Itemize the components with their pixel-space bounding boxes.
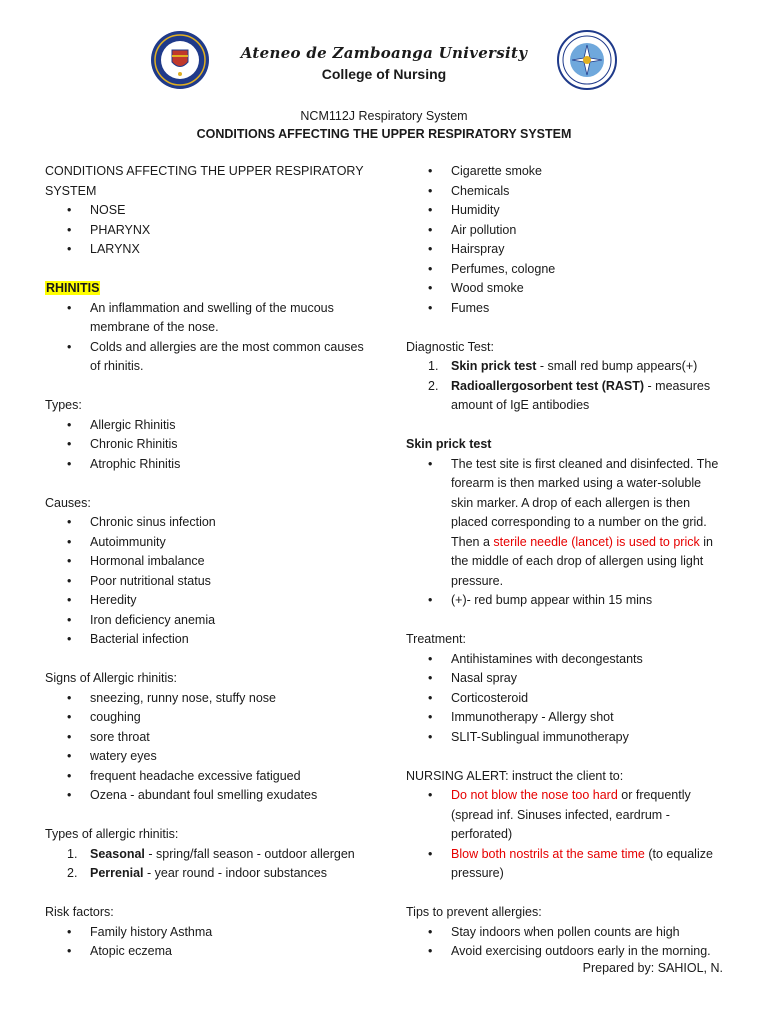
treatment-heading: Treatment:: [406, 632, 466, 646]
list-item: • Fumes: [406, 299, 726, 319]
list-item: • Avoid exercising outdoors early in the morning.: [406, 942, 726, 962]
list-item: • An inflammation and swelling of the mucous membrane of the nose.: [45, 299, 375, 338]
list-item: • Blow both nostrils at the same time (to equalize pressure): [406, 845, 726, 884]
list-item: • LARYNX: [45, 240, 375, 260]
risk-continued-list: [406, 162, 726, 318]
right-column: [406, 162, 726, 962]
list-item: 2. Radioallergosorbent test (RAST) - measures amount of IgE antibodies: [428, 378, 711, 412]
list-item: 1. Skin prick test - small red bump appears(+): [428, 359, 698, 373]
list-item: • Heredity: [45, 591, 375, 611]
term: Radioallergosorbent test (RAST): [451, 378, 645, 393]
causes-heading: Causes:: [45, 495, 91, 510]
intro-list: [45, 201, 375, 260]
left-column: [45, 162, 375, 962]
list-item: • PHARYNX: [45, 221, 375, 241]
red-text: sterile needle (lancet) is used to prick: [493, 534, 700, 549]
list-item: • Chemicals: [406, 182, 726, 202]
list-item: • sore throat: [45, 728, 375, 748]
diag-heading: Diagnostic Test:: [406, 339, 495, 354]
risk-list: [45, 923, 375, 962]
term: Perrenial: [90, 866, 144, 880]
list-item: • Autoimmunity: [45, 533, 375, 553]
list-item: • (+)- red bump appear within 15 mins: [406, 591, 726, 611]
rhinitis-heading: RHINITIS: [46, 281, 100, 295]
list-item: • Atrophic Rhinitis: [45, 455, 375, 475]
list-item: 2. Perrenial - year round - indoor substances: [67, 866, 327, 880]
list-item: • Iron deficiency anemia: [45, 611, 375, 631]
list-item: • sneezing, runny nose, stuffy nose: [45, 689, 375, 709]
term: Seasonal: [90, 846, 145, 861]
list-item: • frequent headache excessive fatigued: [45, 767, 375, 787]
list-item: • Chronic Rhinitis: [45, 435, 375, 455]
document-title: CONDITIONS AFFECTING THE UPPER RESPIRATORY SYSTEM: [196, 127, 572, 141]
causes-list: [45, 513, 375, 650]
list-item: • Nasal spray: [406, 669, 726, 689]
list-item: • SLIT-Sublingual immunotherapy: [406, 728, 726, 748]
tips-heading: Tips to prevent allergies:: [406, 905, 542, 919]
university-name: Ateneo de Zamboanga University: [240, 44, 528, 62]
types-allergic-list: [45, 845, 375, 884]
risk-heading: Risk factors:: [45, 905, 114, 919]
college-name: College of Nursing: [321, 66, 447, 82]
document-header: [0, 44, 768, 82]
list-item: • Cigarette smoke: [406, 162, 726, 182]
list-item: • Atopic eczema: [45, 942, 375, 962]
term: Skin prick test: [451, 359, 537, 373]
signs-list: [45, 689, 375, 806]
list-item: • watery eyes: [45, 747, 375, 767]
list-item: • Antihistamines with decongestants: [406, 650, 726, 670]
list-item: • Do not blow the nose too hard or frequently (spread inf. Sinuses infected, eardrum - perforated): [406, 786, 726, 845]
types-list: [45, 416, 375, 475]
types-allergic-heading: Types of allergic rhinitis:: [45, 827, 179, 841]
list-item: • Perfumes, cologne: [406, 260, 726, 280]
list-item: • Air pollution: [406, 221, 726, 241]
list-item: • Wood smoke: [406, 279, 726, 299]
treatment-list: [406, 650, 726, 748]
list-item: • Poor nutritional status: [45, 572, 375, 592]
list-item: • coughing: [45, 708, 375, 728]
list-item: • Bacterial infection: [45, 630, 375, 650]
list-item: • Chronic sinus infection: [45, 513, 375, 533]
intro-heading: CONDITIONS AFFECTING THE UPPER RESPIRATORY SYSTEM: [45, 164, 364, 198]
types-heading: Types:: [45, 398, 82, 412]
rhinitis-list: [45, 299, 375, 377]
skin-list: [406, 455, 726, 611]
list-item: • Family history Asthma: [45, 923, 375, 943]
list-item: • NOSE: [45, 201, 375, 221]
list-item: • Corticosteroid: [406, 689, 726, 709]
tips-list: [406, 923, 726, 962]
list-item: • Humidity: [406, 201, 726, 221]
alert-heading: NURSING ALERT: instruct the client to:: [406, 768, 624, 783]
list-item: • The test site is first cleaned and disinfected. The forearm is then marked using a water-soluble skin marker. A drop of each allergen is then placed corresponding to a number on the grid. Then a sterile needle (lancet) is used to prick in the middle of each drop of allergen using light pressure.: [406, 455, 726, 592]
list-item: 1. Seasonal - spring/fall season - outdoor allergen: [67, 846, 355, 861]
list-item: • Immunotherapy - Allergy shot: [406, 708, 726, 728]
list-item: • Ozena - abundant foul smelling exudates: [45, 786, 375, 806]
list-item: • Hairspray: [406, 240, 726, 260]
alert-list: [406, 786, 726, 884]
skin-heading: Skin prick test: [406, 437, 492, 451]
red-text: Do not blow the nose too hard: [451, 788, 618, 802]
list-item: • Stay indoors when pollen counts are high: [406, 923, 726, 943]
diag-list: [406, 357, 726, 416]
list-item: • Allergic Rhinitis: [45, 416, 375, 436]
list-item: • Hormonal imbalance: [45, 552, 375, 572]
list-item: • Colds and allergies are the most common causes of rhinitis.: [45, 338, 375, 377]
course-name: NCM112J Respiratory System: [300, 109, 468, 123]
prepared-by: Prepared by: SAHIOL, N.: [582, 961, 723, 975]
signs-heading: Signs of Allergic rhinitis:: [45, 671, 178, 685]
red-text: Blow both nostrils at the same time: [451, 846, 645, 861]
